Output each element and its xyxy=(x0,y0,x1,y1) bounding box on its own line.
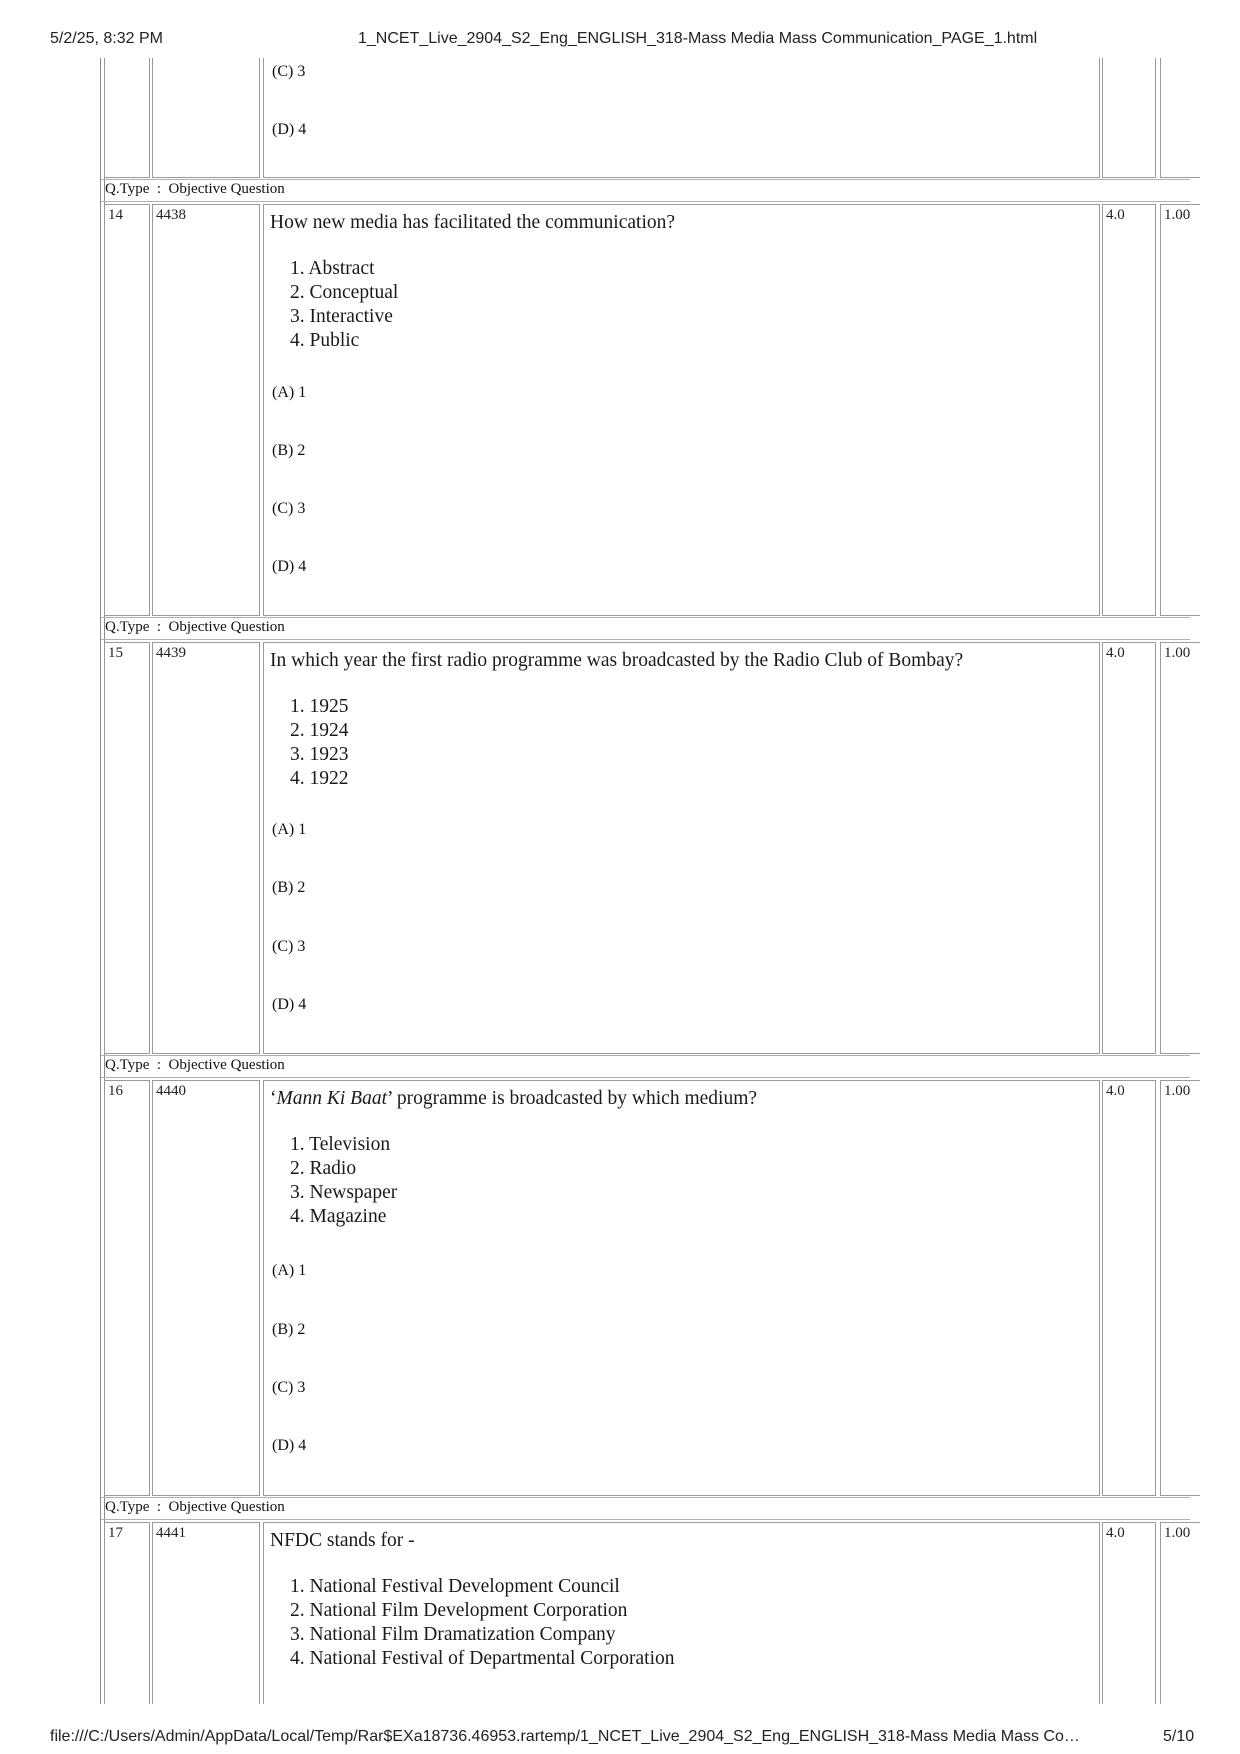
answer-option: (A) 1 xyxy=(272,384,307,401)
question-marks: 4.0 xyxy=(1106,1525,1125,1541)
qtype-label: Q.Type xyxy=(105,1057,150,1073)
question-number: 14 xyxy=(108,207,123,223)
question-id: 4438 xyxy=(156,207,186,223)
qtype-sep: : xyxy=(156,181,162,197)
qtype-sep: : xyxy=(156,619,162,635)
option-item: 3. National Film Dramatization Company xyxy=(290,1624,616,1645)
option-item: 4. 1922 xyxy=(290,768,349,789)
option-item: 2. 1924 xyxy=(290,720,349,741)
id-cell xyxy=(152,1522,260,1704)
answer-option: (D) 4 xyxy=(272,1437,307,1454)
divider xyxy=(101,1077,1190,1078)
option-item: 2. Radio xyxy=(290,1158,357,1179)
divider xyxy=(101,179,1190,180)
question-negative: 1.00 xyxy=(1164,1083,1191,1099)
qtype-row xyxy=(105,181,285,198)
num-cell xyxy=(104,58,150,178)
print-title: 1_NCET_Live_2904_S2_Eng_ENGLISH_318-Mass Media Mass Communication_PAGE_1.html xyxy=(358,30,1038,47)
answer-option: (B) 2 xyxy=(272,442,306,459)
question-id: 4441 xyxy=(156,1525,186,1541)
divider xyxy=(101,1519,1190,1520)
answer-option: (D) 4 xyxy=(272,996,307,1013)
num-cell xyxy=(104,642,150,1054)
id-cell xyxy=(152,204,260,616)
answer-option: (D) 4 xyxy=(272,558,307,575)
option-list xyxy=(290,257,398,353)
qtype-value: Objective Question xyxy=(168,1499,285,1515)
question-number: 16 xyxy=(108,1083,123,1099)
option-list xyxy=(290,695,349,791)
option-item: 1. Abstract xyxy=(290,258,375,279)
num-cell xyxy=(104,204,150,616)
programme-name: Mann Ki Baat xyxy=(276,1088,387,1109)
answer-option: (C) 3 xyxy=(272,938,306,955)
option-list xyxy=(290,1575,675,1671)
marks-cell xyxy=(1102,58,1156,178)
neg-cell xyxy=(1160,1080,1200,1496)
question-cell xyxy=(263,58,1100,178)
num-cell xyxy=(104,1522,150,1704)
question-text-rest: ’ programme is broadcasted by which medium? xyxy=(387,1088,758,1109)
neg-cell xyxy=(1160,642,1200,1054)
qtype-sep: : xyxy=(156,1057,162,1073)
qtype-row xyxy=(105,1057,285,1074)
answer-option: (A) 1 xyxy=(272,1262,307,1279)
option-item: 2. Conceptual xyxy=(290,282,399,303)
num-cell xyxy=(104,1080,150,1496)
question-marks: 4.0 xyxy=(1106,207,1125,223)
question-cell xyxy=(263,642,1100,1054)
option-item: 4. Magazine xyxy=(290,1206,387,1227)
qtype-value: Objective Question xyxy=(168,181,285,197)
marks-cell xyxy=(1102,204,1156,616)
qtype-sep: : xyxy=(156,1499,162,1515)
divider xyxy=(101,201,1190,202)
table-left-border xyxy=(100,58,101,1704)
id-cell xyxy=(152,1080,260,1496)
neg-cell xyxy=(1160,204,1200,616)
answer-option: (C) 3 xyxy=(272,1379,306,1396)
qtype-label: Q.Type xyxy=(105,619,150,635)
option-list xyxy=(290,1133,397,1229)
qtype-row xyxy=(105,619,285,636)
question-text: How new media has facilitated the communication? xyxy=(270,212,676,233)
question-number: 17 xyxy=(108,1525,123,1541)
answer-option: (C) 3 xyxy=(272,63,306,80)
question-marks: 4.0 xyxy=(1106,1083,1125,1099)
question-negative: 1.00 xyxy=(1164,207,1191,223)
qtype-label: Q.Type xyxy=(105,1499,150,1515)
answer-option: (D) 4 xyxy=(272,121,307,138)
option-item: 1. Television xyxy=(290,1134,391,1155)
answer-option: (A) 1 xyxy=(272,821,307,838)
qtype-value: Objective Question xyxy=(168,1057,285,1073)
option-item: 1. 1925 xyxy=(290,696,349,717)
option-item: 4. Public xyxy=(290,330,360,351)
question-id: 4439 xyxy=(156,645,186,661)
marks-cell xyxy=(1102,642,1156,1054)
id-cell xyxy=(152,58,260,178)
print-datetime: 5/2/25, 8:32 PM xyxy=(50,30,163,47)
question-text xyxy=(270,1088,757,1110)
marks-cell xyxy=(1102,1080,1156,1496)
option-item: 3. Interactive xyxy=(290,306,393,327)
question-text: In which year the first radio programme was broadcasted by the Radio Club of Bombay? xyxy=(270,650,964,671)
neg-cell xyxy=(1160,1522,1200,1704)
question-text: NFDC stands for - xyxy=(270,1530,415,1551)
question-negative: 1.00 xyxy=(1164,1525,1191,1541)
id-cell xyxy=(152,642,260,1054)
option-item: 4. National Festival of Departmental Corporation xyxy=(290,1648,675,1669)
divider xyxy=(101,639,1190,640)
divider xyxy=(101,1497,1190,1498)
question-id: 4440 xyxy=(156,1083,186,1099)
question-marks: 4.0 xyxy=(1106,645,1125,661)
marks-cell xyxy=(1102,1522,1156,1704)
divider xyxy=(101,1055,1190,1056)
qtype-value: Objective Question xyxy=(168,619,285,635)
answer-option: (B) 2 xyxy=(272,879,306,896)
print-page-number: 5/10 xyxy=(1163,1728,1195,1745)
quote-open: ‘ xyxy=(270,1088,277,1109)
option-item: 3. Newspaper xyxy=(290,1182,398,1203)
question-number: 15 xyxy=(108,645,123,661)
answer-option: (C) 3 xyxy=(272,500,306,517)
neg-cell xyxy=(1160,58,1200,178)
option-item: 2. National Film Development Corporation xyxy=(290,1600,628,1621)
qtype-label: Q.Type xyxy=(105,181,150,197)
divider xyxy=(101,617,1190,618)
option-item: 3. 1923 xyxy=(290,744,349,765)
question-negative: 1.00 xyxy=(1164,645,1191,661)
qtype-row xyxy=(105,1499,285,1516)
option-item: 1. National Festival Development Council xyxy=(290,1576,620,1597)
answer-option: (B) 2 xyxy=(272,1321,306,1338)
print-file-path: file:///C:/Users/Admin/AppData/Local/Temp/Rar$EXa18736.46953.rartemp/1_NCET_Live_2904_S2_Eng_ENGLISH_318-Mass Media Mass Co… xyxy=(50,1728,1080,1745)
